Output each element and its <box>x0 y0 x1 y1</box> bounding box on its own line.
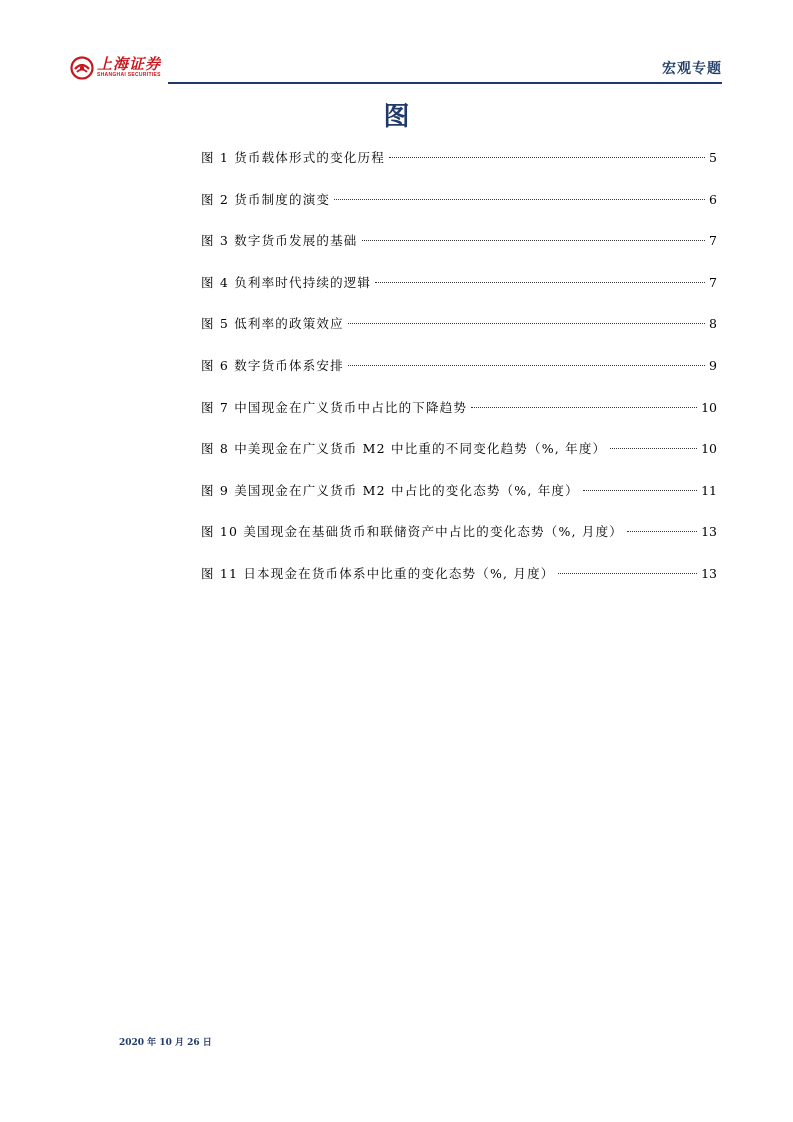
toc-entry[interactable] <box>201 437 717 479</box>
toc-entry-label: 图 10 美国现金在基础货币和联储资产中占比的变化态势（%, 月度） <box>201 524 623 540</box>
toc-leader-dots <box>362 240 706 241</box>
logo-chinese-name: 上海证券 <box>97 55 162 73</box>
toc-entry-label: 图 9 美国现金在广义货币 M2 中占比的变化态势（%, 年度） <box>201 482 579 498</box>
toc-entry-page: 9 <box>709 357 717 373</box>
toc-entry-page: 11 <box>701 482 717 498</box>
toc-entry-label: 图 7 中国现金在广义货币中占比的下降趋势 <box>201 399 468 415</box>
toc-entry[interactable] <box>201 188 717 230</box>
toc-entry[interactable] <box>201 229 717 271</box>
toc-leader-dots <box>558 573 697 574</box>
toc-entry-page: 5 <box>709 150 717 165</box>
toc-entry-page: 6 <box>709 191 717 207</box>
logo-english-name: SHANGHAI SECURITIES <box>97 72 161 78</box>
toc-entry-page: 8 <box>709 316 717 332</box>
toc-entry[interactable] <box>201 146 717 188</box>
toc-leader-dots <box>348 323 705 324</box>
toc-entry[interactable] <box>201 520 717 562</box>
toc-leader-dots <box>348 365 705 366</box>
toc-leader-dots <box>627 531 697 532</box>
toc-entry[interactable] <box>201 396 717 438</box>
toc-entry-page: 10 <box>701 399 717 415</box>
toc-entry-label: 图 3 数字货币发展的基础 <box>201 233 358 249</box>
toc-entry-page: 13 <box>701 565 717 581</box>
figure-index-list <box>201 146 717 604</box>
toc-entry-label: 图 11 日本现金在货币体系中比重的变化态势（%, 月度） <box>201 565 555 581</box>
toc-leader-dots <box>389 157 705 158</box>
toc-leader-dots <box>375 282 705 283</box>
header-divider <box>168 82 722 84</box>
toc-entry-label: 图 2 货币制度的演变 <box>201 191 331 207</box>
toc-entry-label: 图 6 数字货币体系安排 <box>201 357 344 373</box>
toc-entry[interactable] <box>201 354 717 396</box>
section-label: 宏观专题 <box>662 61 722 77</box>
page-header <box>70 52 722 86</box>
company-logo <box>70 56 161 84</box>
logo-emblem-icon <box>70 56 94 80</box>
toc-leader-dots <box>471 407 697 408</box>
report-date: 2020 年 10 月 26 日 <box>119 1038 212 1048</box>
toc-entry-page: 13 <box>701 524 717 540</box>
toc-leader-dots <box>583 490 697 491</box>
toc-entry-label: 图 5 低利率的政策效应 <box>201 316 344 332</box>
page-title: 图 <box>383 102 410 132</box>
toc-entry-page: 7 <box>709 274 717 290</box>
toc-entry-page: 7 <box>709 233 717 249</box>
toc-entry[interactable] <box>201 562 717 604</box>
toc-entry-label: 图 4 负利率时代持续的逻辑 <box>201 274 372 290</box>
toc-entry[interactable] <box>201 479 717 521</box>
toc-entry-label: 图 1 货币载体形式的变化历程 <box>201 150 385 165</box>
toc-entry-label: 图 8 中美现金在广义货币 M2 中比重的不同变化趋势（%, 年度） <box>201 441 607 457</box>
toc-entry[interactable] <box>201 312 717 354</box>
toc-leader-dots <box>610 448 697 449</box>
toc-entry-page: 10 <box>701 441 717 457</box>
toc-leader-dots <box>334 199 705 200</box>
toc-entry[interactable] <box>201 271 717 313</box>
